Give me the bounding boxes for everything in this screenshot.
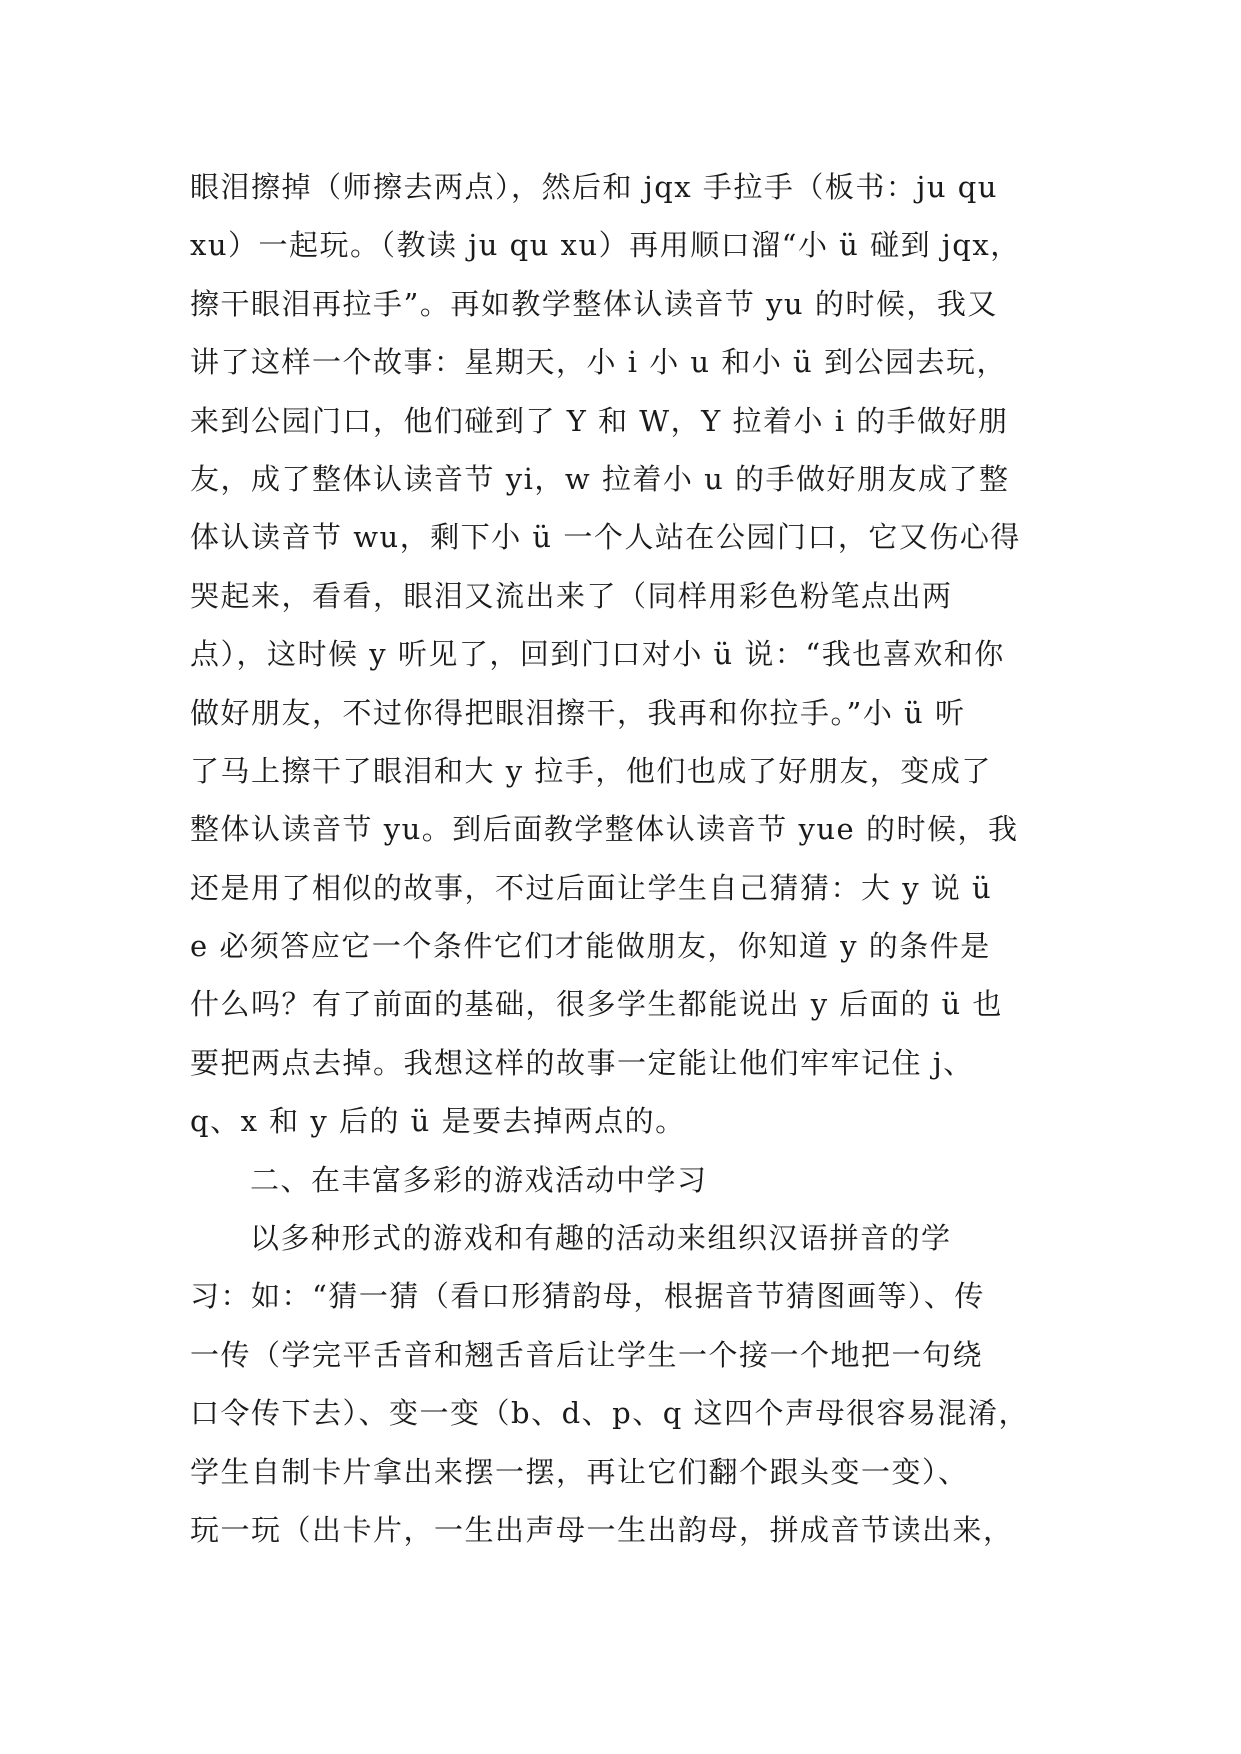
text-line: q、x 和 y 后的 ü 是要去掉两点的。 <box>190 1104 686 1139</box>
text-line: 还是用了相似的故事，不过后面让学生自己猜猜：大 y 说 ü <box>190 870 993 905</box>
text-line: 要把两点去掉。我想这样的故事一定能让他们牢牢记住 j、 <box>190 1045 974 1080</box>
paragraph-line: 习：如：“猜一猜（看口形猜韵母，根据音节猜图画等）、传 <box>190 1279 985 1314</box>
paragraph-line: 口令传下去）、变一变（b、d、p、q 这四个声母很容易混淆， <box>190 1396 1029 1431</box>
text-line: 来到公园门口，他们碰到了 Y 和 W，Y 拉着小 i 的手做好朋 <box>190 403 1009 438</box>
paragraph-line: 玩一玩（出卡片，一生出声母一生出韵母，拼成音节读出来， <box>190 1512 1014 1547</box>
section-heading: 二、在丰富多彩的游戏活动中学习 <box>250 1162 708 1197</box>
paragraph-line: 学生自制卡片拿出来摆一摆，再让它们翻个跟头变一变）、 <box>190 1454 969 1489</box>
text-line: 眼泪擦掉（师擦去两点），然后和 jqx 手拉手（板书：ju qu <box>190 170 998 204</box>
text-line: 擦干眼泪再拉手”。再如教学整体认读音节 yu 的时候，我又 <box>190 286 998 321</box>
text-line: xu）一起玩。（教读 ju qu xu）再用顺口溜“小 ü 碰到 jqx， <box>190 228 1021 263</box>
text-line: 讲了这样一个故事：星期天，小 i 小 u 和小 ü 到公园去玩， <box>190 345 1007 380</box>
text-line: 做好朋友，不过你得把眼泪擦干，我再和你拉手。”小 ü 听 <box>190 695 966 730</box>
text-line: 了马上擦干了眼泪和大 y 拉手，他们也成了好朋友，变成了 <box>190 753 992 788</box>
text-line: 整体认读音节 yu。到后面教学整体认读音节 yue 的时候，我 <box>190 812 1019 847</box>
text-line: 体认读音节 wu，剩下小 ü 一个人站在公园门口，它又伤心得 <box>190 520 1021 555</box>
text-line: 哭起来，看看，眼泪又流出来了（同样用彩色粉笔点出两 <box>190 578 953 613</box>
document-body <box>190 158 1050 1559</box>
text-line: 点），这时候 y 听见了，回到门口对小 ü 说：“我也喜欢和你 <box>190 637 1005 672</box>
paragraph-line: 以多种形式的游戏和有趣的活动来组织汉语拼音的学 <box>250 1221 952 1256</box>
text-line: e 必须答应它一个条件它们才能做朋友，你知道 y 的条件是 <box>190 929 991 964</box>
text-line: 友，成了整体认读音节 yi，w 拉着小 u 的手做好朋友成了整 <box>190 461 1010 496</box>
paragraph-line: 一传（学完平舌音和翘舌音后让学生一个接一个地把一句绕 <box>190 1337 984 1372</box>
text-line: 什么吗？有了前面的基础，很多学生都能说出 y 后面的 ü 也 <box>190 987 1003 1022</box>
